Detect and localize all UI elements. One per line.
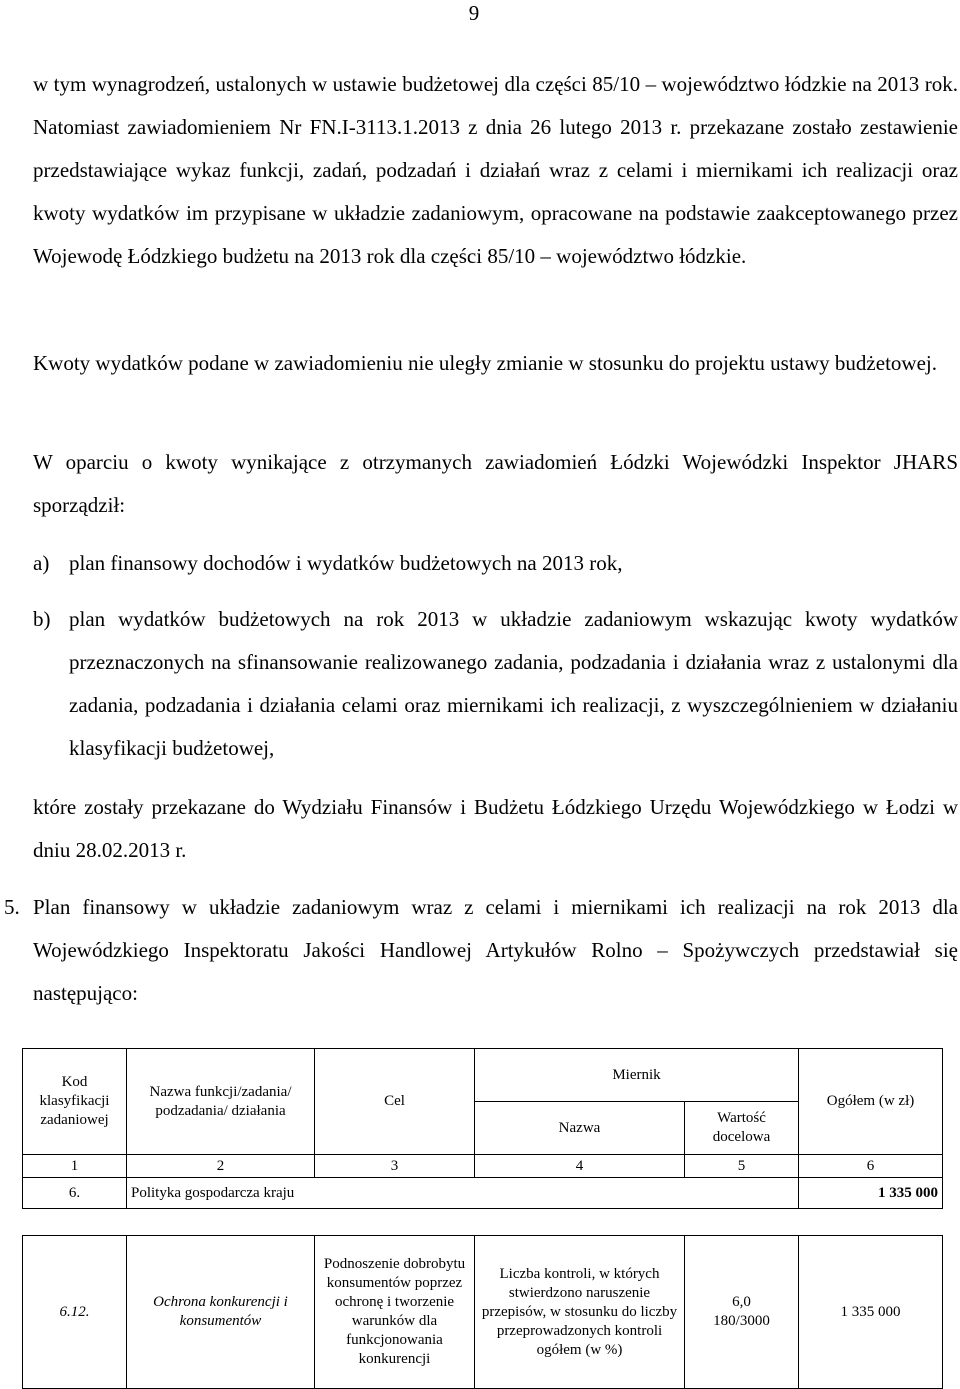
column-number: 6 <box>799 1155 943 1178</box>
list-text: plan finansowy dochodów i wydatków budżetowych na 2013 rok, <box>69 551 623 575</box>
list-item-b <box>33 598 958 770</box>
section-code: 6. <box>23 1178 127 1209</box>
financial-plan-table-wrap <box>22 1048 942 1378</box>
table-header-row-1 <box>23 1049 943 1102</box>
section-name: Polityka gospodarcza kraju <box>127 1178 799 1209</box>
table-column-numbers <box>23 1155 943 1178</box>
header-cel: Cel <box>315 1049 475 1155</box>
financial-plan-table <box>22 1048 943 1389</box>
measure-value-2: 180/3000 <box>713 1313 770 1329</box>
task-name: Ochrona konkurencji i konsumentów <box>127 1236 315 1389</box>
header-miernik-wartosc: Wartość docelowa <box>685 1102 799 1155</box>
column-number: 3 <box>315 1155 475 1178</box>
table-row <box>23 1178 943 1209</box>
paragraph-amounts-unchanged: Kwoty wydatków podane w zawiadomieniu nie uległy zmianie w stosunku do projektu ustawy budżetowej. <box>33 351 937 375</box>
list-text: plan wydatków budżetowych na rok 2013 w układzie zadaniowym wskazując kwoty wydatków przeznaczonych na sfinansowanie realizowanego zadania, podzadania i działania wraz z ustalonymi dla zadania, podzadania i działania celami oraz miernikami ich realizacji, z wyszczególnieniem w działaniu klasyfikacji budżetowej, <box>69 607 958 760</box>
section-total: 1 335 000 <box>799 1178 943 1209</box>
section-text: Plan finansowy w układzie zadaniowym wraz z celami i miernikami ich realizacji na rok 2013 dla Wojewódzkiego Inspektoratu Jakości Handlowej Artykułów Rolno – Spożywczych przedstawiał się następująco: <box>33 895 958 1005</box>
task-total: 1 335 000 <box>799 1236 943 1389</box>
column-number: 2 <box>127 1155 315 1178</box>
task-code: 6.12. <box>23 1236 127 1389</box>
measure-value-1: 6,0 <box>732 1294 751 1310</box>
table-spacer <box>23 1209 943 1236</box>
column-number: 5 <box>685 1155 799 1178</box>
task-goal: Podnoszenie dobrobytu konsumentów poprzez ochronę i tworzenie warunków dla funkcjonowania konkurencji <box>315 1236 475 1389</box>
section-5 <box>4 886 958 1015</box>
list-marker: b) <box>33 607 51 631</box>
list-item-a <box>33 542 958 585</box>
task-measure-name: Liczba kontroli, w których stwierdzono naruszenie przepisów, w stosunku do liczby przeprowadzonych kontroli ogółem (w %) <box>475 1236 685 1389</box>
header-miernik-nazwa: Nazwa <box>475 1102 685 1155</box>
header-nazwa: Nazwa funkcji/zadania/ podzadania/ działania <box>127 1049 315 1155</box>
page-number: 9 <box>468 1 480 25</box>
paragraph-inspector-prepared: W oparciu o kwoty wynikające z otrzymanych zawiadomień Łódzki Wojewódzki Inspektor JHARS sporządził: <box>33 450 958 517</box>
paragraph-budget-notice: w tym wynagrodzeń, ustalonych w ustawie budżetowej dla części 85/10 – województwo łódzkie na 2013 rok. Natomiast zawiadomieniem Nr FN.I-3113.1.2013 z dnia 26 lutego 2013 r. przekazane zostało zestawienie przedstawiające wykaz funkcji, zadań, podzadań i działań wraz z celami i miernikami ich realizacji oraz kwoty wydatków im przypisane w układzie zadaniowym, opracowane na podstawie zaakceptowanego przez Wojewodę Łódzkiego budżetu na 2013 rok dla części 85/10 – województwo łódzkie. <box>33 72 958 268</box>
column-number: 1 <box>23 1155 127 1178</box>
list-marker: a) <box>33 551 50 575</box>
task-measure-value <box>685 1236 799 1389</box>
header-kod: Kod klasyfikacji zadaniowej <box>23 1049 127 1155</box>
header-ogolem: Ogółem (w zł) <box>799 1049 943 1155</box>
table-row <box>23 1236 943 1389</box>
header-miernik: Miernik <box>475 1049 799 1102</box>
column-number: 4 <box>475 1155 685 1178</box>
section-marker: 5. <box>4 895 20 919</box>
paragraph-submitted: które zostały przekazane do Wydziału Finansów i Budżetu Łódzkiego Urzędu Wojewódzkiego w Łodzi w dniu 28.02.2013 r. <box>33 795 958 862</box>
